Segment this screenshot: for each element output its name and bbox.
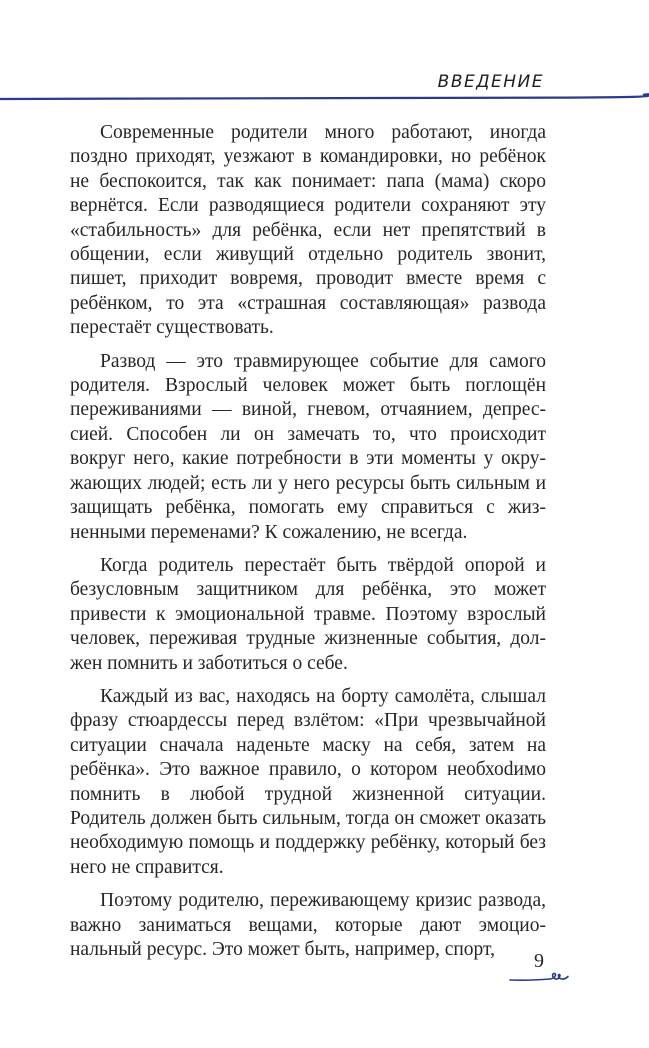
- body-text: [70, 121, 546, 962]
- page-number-ornament: [508, 968, 570, 984]
- paragraph: Когда родитель перестаёт быть твёрдой опорой и безусловным защитником для ребёнка, это может привести к эмоциональной травме. Поэтому взрослый человек, переживая трудные жизненные события, должен помнить и заботиться о себе.: [70, 554, 546, 674]
- header-rule: [0, 93, 649, 105]
- header-rule-line: [0, 94, 649, 99]
- paragraph: Развод — это травмирующее событие для самого родителя. Взрослый человек может быть поглощён переживаниями — виной, гневом, отчаянием, депрессией. Способен ли он замечать то, что происходит вокруг него, какие потребности в эти моменты у окружающих людей; есть ли у него ресурсы быть сильным и защищать ребёнка, помогать ему справиться с жизненными переменами? К сожалению, не всегда.: [70, 350, 546, 543]
- paragraph: Поэтому родителю, переживающему кризис развода, важно заниматься вещами, которые дают эмоциональный ресурс. Это может быть, например, спорт,: [70, 890, 546, 960]
- paragraph: Современные родители много работают, иногда поздно приходят, уезжают в командировки, но ребёнок не беспокоится, так как понимает: папа (мама) скоро вернётся. Если разводящиеся родители сохраняют эту «стабильность» для ребёнка, если нет препятствий в общении, если живущий отдельно родитель звонит, пишет, приходит вовремя, проводит вместе время с ребёнком, то эта «страшная составляющая» развода перестаёт существовать.: [70, 122, 546, 339]
- running-head-title: ВВЕДЕНИЕ: [437, 72, 544, 92]
- ornament-swash: [510, 973, 568, 980]
- page-number: 9: [534, 950, 544, 972]
- paragraph: Каждый из вас, находясь на борту самолёта, слышал фразу стюардессы перед взлётом: «При чрезвычайной ситуации сначала наденьте маску на себя, затем на ребёнка». Это важное правило, о котором необхоdимо помнить в любой трудной жизненной ситуации. Родитель должен быть сильным, тогда он сможет оказать необходимую помощь и поддержку ребёнку, который без него не справится.: [70, 685, 546, 878]
